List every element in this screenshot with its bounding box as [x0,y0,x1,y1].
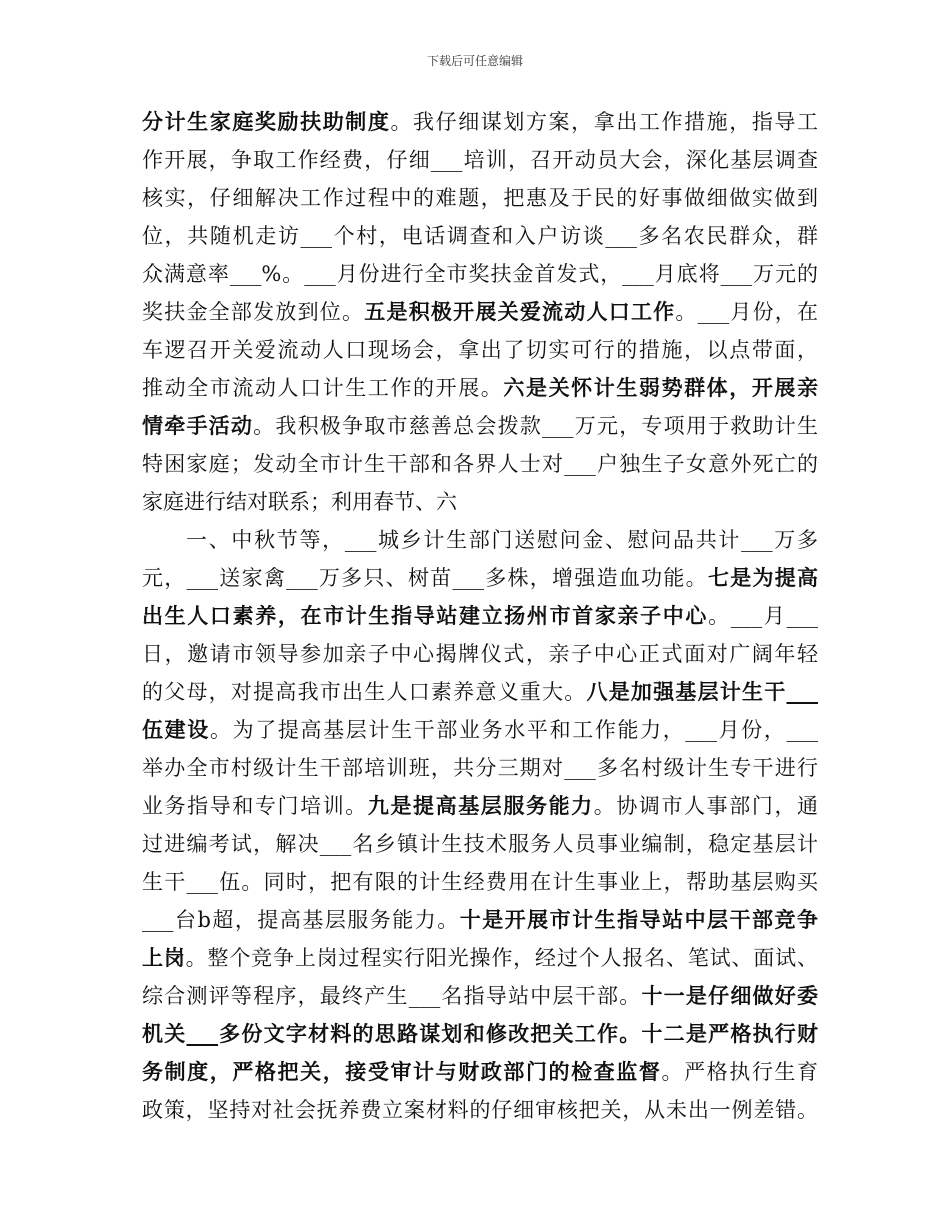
bold-text-segment: 十一是仔细做好委 [641,983,818,1008]
text-line [142,141,818,179]
bold-text-segment: 九是提高基层服务能力 [367,793,594,818]
text-segment: 车逻召开关爱流动人口现场会，拿出了切实可行的措施，以点带面， [142,338,818,362]
text-segment: 作开展，争取工作经费，仔细___培训，召开动员大会，深化基层调查 [142,148,818,172]
text-segment: 奖扶金全部发放到位。 [142,300,365,324]
text-line [142,483,818,521]
bold-text-segment: 情牵手活动 [142,413,254,438]
text-line [142,673,818,711]
text-segment: 一、中秋节等，___城乡计生部门送慰问金、慰问品共计___万多 [186,528,818,552]
text-segment: 业务指导和专门培训。 [142,794,368,818]
text-line [142,863,818,901]
text-line [142,1015,818,1053]
text-line [142,445,818,483]
text-segment: 。我仔细谋划方案，拿出工作措施，指导工 [390,110,818,134]
text-line [142,1091,818,1129]
text-line [142,749,818,787]
text-segment: 元，___送家禽___万多只、树苗___多株，增强造血功能。 [142,566,708,590]
text-segment: 。严格执行生育 [661,1060,818,1084]
text-segment: 家庭进行结对联系；利用春节、六 [142,490,457,514]
bold-text-segment: 伍建设 [142,717,210,742]
bold-text-segment: 出生人口素养，在市计生指导站建立扬州市首家亲子中心 [142,603,709,628]
text-segment: 日，邀请市领导参加亲子中心揭牌仪式，亲子中心正式面对广阔年轻 [142,642,818,666]
text-segment: 位，共随机走访___个村，电话调查和入户访谈___多名农民群众，群 [142,224,818,248]
text-segment: 。整个竞争上岗过程实行阳光操作，经过个人报名、笔试、面试、 [185,946,818,970]
text-segment: 特困家庭；发动全市计生干部和各界人士对___户独生子女意外死亡的 [142,452,818,476]
text-segment: 。___月___ [708,604,818,628]
text-line [142,103,818,141]
text-segment: 。我积极争取市慈善总会拨款___万元，专项用于救助计生 [253,414,818,438]
text-segment: 政策，坚持对社会抚养费立案材料的仔细审核把关，从未出一例差错。 [142,1098,818,1122]
document-body [142,103,818,1129]
text-segment: 生干___伍。同时，把有限的计生经费用在计生事业上，帮助基层购买 [142,870,818,894]
bold-text-segment: 六是关怀计生弱势群体，开展亲 [503,375,818,400]
bold-text-segment: 分计生家庭奖励扶助制度 [142,109,391,134]
page-header-note: 下载后可任意编辑 [426,54,523,68]
text-line [142,521,818,559]
text-line [142,825,818,863]
text-line [142,179,818,217]
text-line [142,711,818,749]
text-line [142,255,818,293]
bold-text-segment: 七是为提高 [707,565,818,590]
bold-text-segment: 机关___多份文字材料的思路谋划和修改把关工作。十二是严格执行财 [142,1021,818,1046]
text-segment: 核实，仔细解决工作过程中的难题，把惠及于民的好事做细做实做到 [142,186,818,210]
text-line [142,787,818,825]
text-segment: 众满意率___%。___月份进行全市奖扶金首发式，___月底将___万元的 [142,262,818,286]
text-line [142,939,818,977]
text-line [142,559,818,597]
text-line [142,331,818,369]
text-line [142,217,818,255]
text-line [142,901,818,939]
bold-text-segment: 五是积极开展关爱流动人口工作 [364,299,676,324]
text-segment: 综合测评等程序，最终产生___名指导站中层干部。 [142,984,642,1008]
bold-text-segment: 八是加强基层计生干___ [586,679,818,704]
text-line [142,369,818,407]
bold-text-segment: 十是开展市计生指导站中层干部竞争 [459,907,818,932]
text-line [142,977,818,1015]
text-line [142,635,818,673]
bold-text-segment: 上岗 [142,945,186,970]
text-segment: 。协调市人事部门，通 [593,794,818,818]
text-line [142,1053,818,1091]
text-segment: 。为了提高基层计生干部业务水平和工作能力，___月份，___ [209,718,818,742]
text-segment: 。___月份，在 [675,300,818,324]
text-segment: 举办全市村级计生干部培训班，共分三期对___多名村级计生专干进行 [142,756,818,780]
text-line [142,293,818,331]
bold-text-segment: 务制度，严格把关，接受审计与财政部门的检查监督 [142,1059,662,1084]
text-line [142,407,818,445]
text-segment: 推动全市流动人口计生工作的开展。 [142,376,504,400]
text-segment: 的父母，对提高我市出生人口素养意义重大。 [142,680,587,704]
text-segment: 过进编考试，解决___名乡镇计生技术服务人员事业编制，稳定基层计 [142,832,818,856]
text-line [142,597,818,635]
text-segment: ___台b超，提高基层服务能力。 [142,908,460,932]
